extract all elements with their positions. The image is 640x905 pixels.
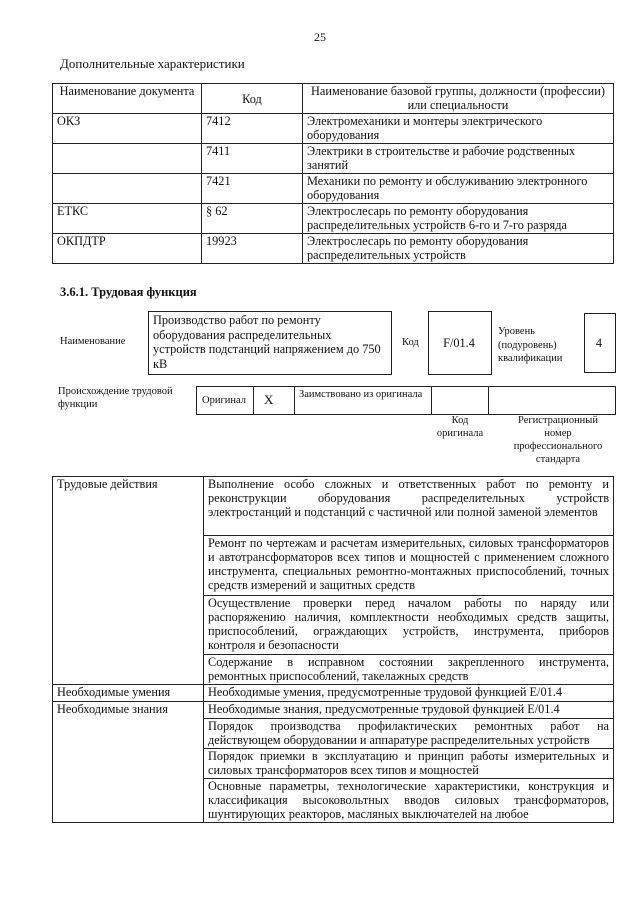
row-doc: ОКЗ [53, 114, 202, 144]
header-document: Наименование документа [53, 84, 202, 114]
skill-item: Необходимые умения, предусмотренные трудовой функцией E/01.4 [204, 685, 614, 702]
knowledge-item: Основные параметры, технологические характеристики, конструкция и классификация высоковольтных вводов силовых трансформаторов, шунтирующих реакторов, масляных выключателей на любое [204, 779, 614, 823]
row-name: Электромеханики и монтеры электрического оборудования [303, 114, 614, 144]
row-name: Механики по ремонту и обслуживанию электронного оборудования [303, 174, 614, 204]
header-group-name: Наименование базовой группы, должности (профессии) или специальности [303, 84, 614, 114]
section-title: 3.6.1. Трудовая функция [60, 285, 197, 299]
function-code: F/01.4 [443, 336, 475, 350]
row-doc [53, 174, 202, 204]
name-label: Наименование [60, 336, 126, 347]
code-original-label: Код оригинала [436, 415, 484, 439]
row-code: 7412 [202, 114, 303, 144]
header-code: Код [202, 84, 303, 114]
row-code: 7421 [202, 174, 303, 204]
original-mark: X [264, 392, 274, 407]
registration-number-label: Регистрационный номер профессионального стандарта [513, 415, 603, 465]
level-value: 4 [595, 336, 603, 350]
origin-label: Происхождение трудовой функции [58, 386, 173, 410]
row-code: 19923 [202, 234, 303, 264]
row-code: 7411 [202, 144, 303, 174]
level-label: Уровень (подуровень) квалификации [498, 326, 563, 364]
code-label: Код [402, 337, 419, 348]
row-doc [53, 144, 202, 174]
original-label: Оригинал [202, 395, 246, 406]
row-name: Электрослесарь по ремонту оборудования распределительных устройств 6-го и 7-го разряда [303, 204, 614, 234]
borrowed-label: Заимствовано из оригинала [299, 389, 423, 400]
additional-characteristics-table [52, 83, 614, 264]
labor-function-table [52, 476, 614, 823]
labor-action: Ремонт по чертежам и расчетам измерительных, силовых трансформаторов и автотрансформаторов всех типов и мощностей с применением сложного инструмента, специальных ремонтно-монтажных приспособлений, точных средств измерений и защитных средств [204, 536, 614, 596]
row-name: Электрики в строительстве и рабочие родственных занятий [303, 144, 614, 174]
additional-characteristics-title: Дополнительные характеристики [60, 56, 245, 71]
labor-action: Выполнение особо сложных и ответственных работ по ремонту и реконструкции оборудования распределительных устройств электростанций и подстанций с частичной или полной заменой элементов [204, 477, 614, 536]
knowledge-item: Необходимые знания, предусмотренные трудовой функцией E/01.4 [204, 702, 614, 719]
row-doc: ЕТКС [53, 204, 202, 234]
page-number: 25 [314, 30, 326, 44]
labor-action: Содержание в исправном состоянии закрепленного инструмента, ремонтных приспособлений, такелажных средств [204, 655, 614, 685]
row-code: § 62 [202, 204, 303, 234]
labor-action: Осуществление проверки перед началом работы по наряду или распоряжению наличия, комплектности необходимых средств защиты, приспособлений, ограждающих устройств, инструмента, приборов контроля и безопасности [204, 596, 614, 655]
row-doc: ОКПДТР [53, 234, 202, 264]
labor-actions-label: Трудовые действия [53, 477, 204, 685]
function-name: Производство работ по ремонту оборудования распределительных устройств подстанций напряжением до 750 кВ [153, 313, 381, 371]
knowledge-item: Порядок производства профилактических ремонтных работ на действующем оборудовании и аппаратуре распределительных устройств [204, 719, 614, 749]
row-name: Электрослесарь по ремонту оборудования распределительных устройств [303, 234, 614, 264]
knowledge-label: Необходимые знания [53, 702, 204, 823]
knowledge-item: Порядок приемки в эксплуатацию и принцип работы измерительных и силовых трансформаторов всех типов и мощностей [204, 749, 614, 779]
skills-label: Необходимые умения [53, 685, 204, 702]
